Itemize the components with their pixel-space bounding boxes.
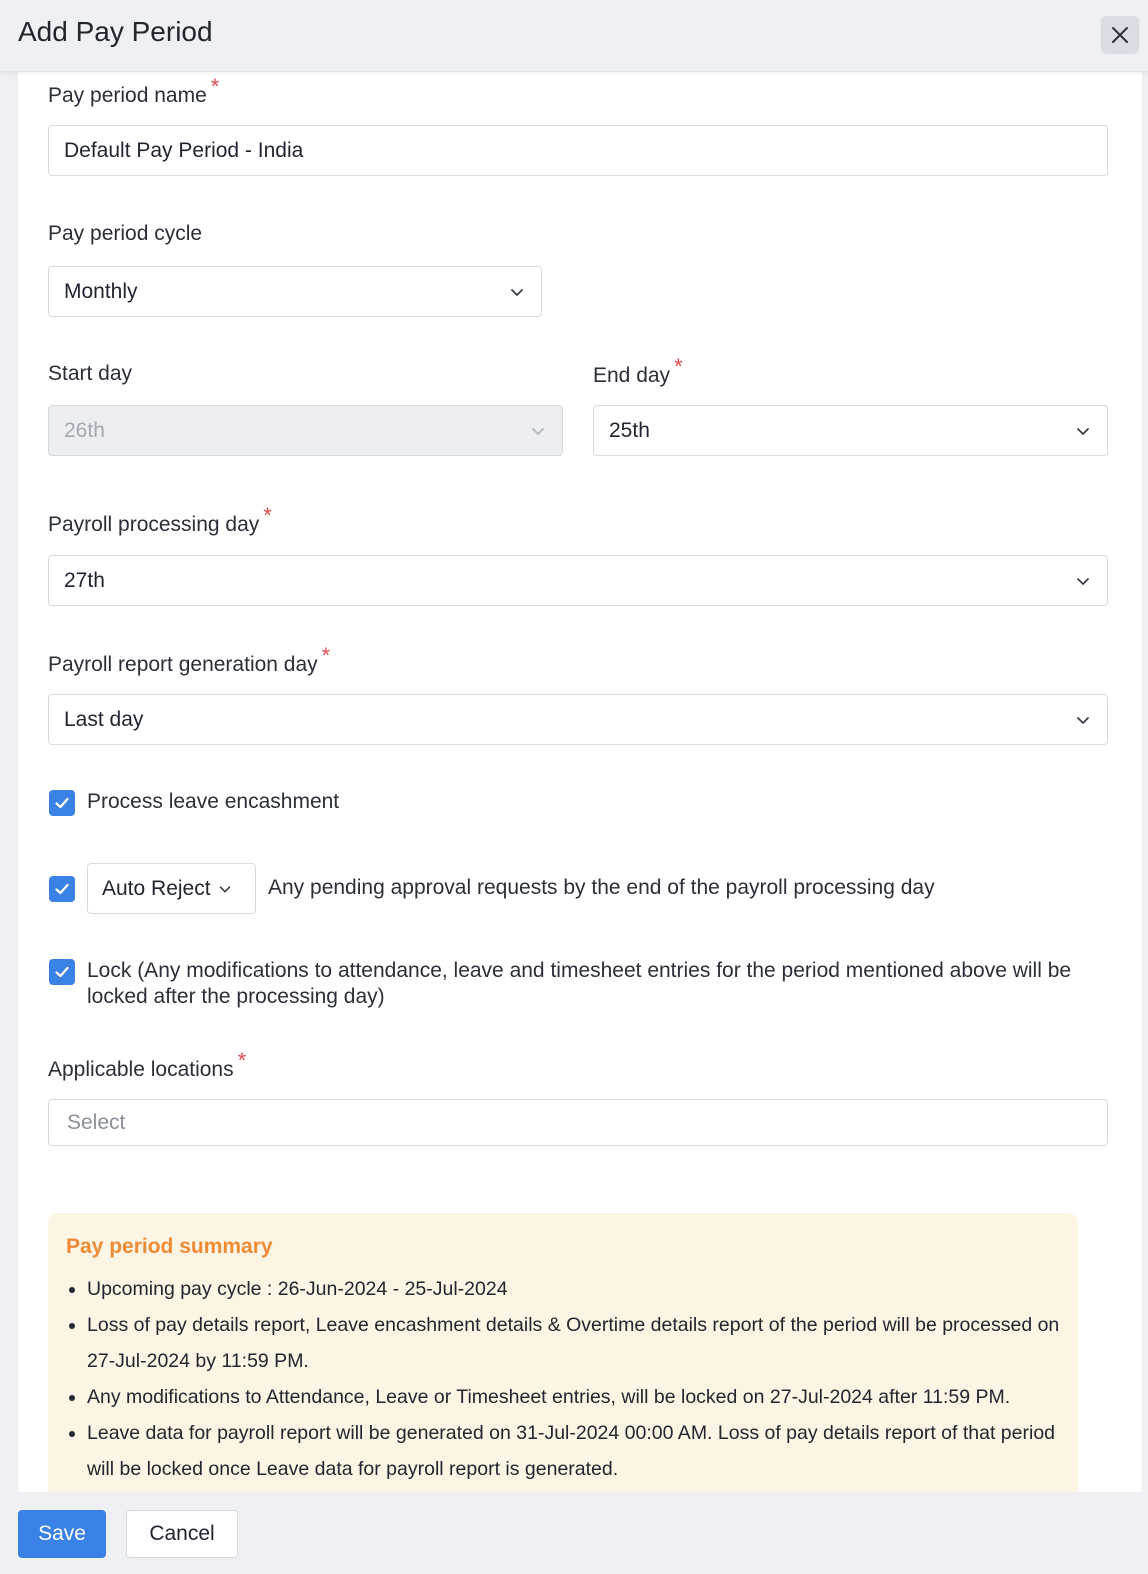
pay-period-name-input[interactable]	[48, 125, 1108, 176]
close-icon	[1110, 25, 1130, 45]
process-leave-encashment-label: Process leave encashment	[87, 790, 340, 813]
dialog-title: Add Pay Period	[18, 16, 213, 47]
applicable-locations-label: Applicable locations *	[48, 1048, 247, 1081]
summary-title: Pay period summary	[66, 1235, 273, 1258]
lock-label: Lock (Any modifications to attendance, leave and timesheet entries for the period mentioned above will be locked after the processing day)	[87, 959, 1072, 1008]
payroll-report-generation-day-label: Payroll report generation day *	[48, 643, 331, 676]
auto-reject-select[interactable]	[87, 863, 256, 914]
scrollbar[interactable]	[1142, 72, 1148, 1492]
payroll-processing-day-select[interactable]	[48, 555, 1108, 606]
checkmark-icon	[53, 880, 71, 898]
dialog-body	[18, 72, 1142, 1492]
process-leave-encashment-checkbox[interactable]	[49, 790, 75, 816]
summary-item: • Loss of pay details report, Leave encashment details & Overtime details report of the period will be processed on 27-Jul-2024 by 11:59 PM.	[87, 1307, 1060, 1379]
applicable-locations-placeholder: Select	[67, 1110, 126, 1134]
chevron-down-icon	[1074, 711, 1092, 729]
chevron-down-icon	[1074, 572, 1092, 590]
pay-period-cycle-select[interactable]	[48, 266, 542, 317]
required-mark: *	[210, 74, 220, 99]
end-day-label: End day *	[593, 354, 683, 387]
auto-reject-checkbox[interactable]	[49, 876, 75, 902]
auto-reject-description: Any pending approval requests by the end of the payroll processing day	[268, 876, 935, 899]
required-mark: *	[321, 643, 331, 668]
checkmark-icon	[53, 794, 71, 812]
pay-period-summary	[48, 1213, 1078, 1492]
start-day-select	[48, 405, 563, 456]
cancel-button[interactable]: Cancel	[126, 1510, 238, 1558]
summary-item: • Upcoming pay cycle : 26-Jun-2024 - 25-Jul-2024	[87, 1271, 1060, 1307]
lock-checkbox[interactable]	[49, 959, 75, 985]
required-mark: *	[237, 1048, 247, 1073]
pay-period-name-value: Default Pay Period - India	[64, 138, 304, 162]
pay-period-cycle-label: Pay period cycle	[48, 222, 203, 245]
chevron-down-icon	[508, 283, 526, 301]
end-day-select[interactable]	[593, 405, 1108, 456]
start-day-value: 26th	[64, 418, 105, 442]
summary-list	[66, 1271, 1060, 1487]
payroll-processing-day-value: 27th	[64, 568, 105, 592]
chevron-down-icon	[529, 422, 547, 440]
payroll-report-generation-day-select[interactable]	[48, 694, 1108, 745]
summary-item: • Leave data for payroll report will be generated on 31-Jul-2024 00:00 AM. Loss of pay details report of that period will be locked once Leave data for payroll report is generated.	[87, 1415, 1060, 1487]
payroll-processing-day-label: Payroll processing day *	[48, 503, 272, 536]
dialog-footer	[0, 1492, 1148, 1574]
applicable-locations-input[interactable]	[48, 1099, 1108, 1146]
required-mark: *	[263, 503, 272, 528]
chevron-down-icon	[1074, 422, 1092, 440]
chevron-down-icon	[217, 881, 233, 897]
dialog-header	[0, 0, 1148, 72]
summary-item: • Any modifications to Attendance, Leave or Timesheet entries, will be locked on 27-Jul-2024 after 11:59 PM.	[87, 1379, 1060, 1415]
payroll-report-generation-day-value: Last day	[64, 707, 144, 731]
save-button[interactable]: Save	[18, 1510, 106, 1558]
pay-period-name-label: Pay period name *	[48, 74, 220, 107]
end-day-value: 25th	[609, 418, 650, 442]
close-button[interactable]	[1101, 16, 1139, 54]
start-day-label: Start day	[48, 362, 133, 385]
auto-reject-value: Auto Reject	[102, 876, 211, 900]
required-mark: *	[674, 354, 683, 379]
pay-period-cycle-value: Monthly	[64, 279, 138, 303]
checkmark-icon	[53, 963, 71, 981]
